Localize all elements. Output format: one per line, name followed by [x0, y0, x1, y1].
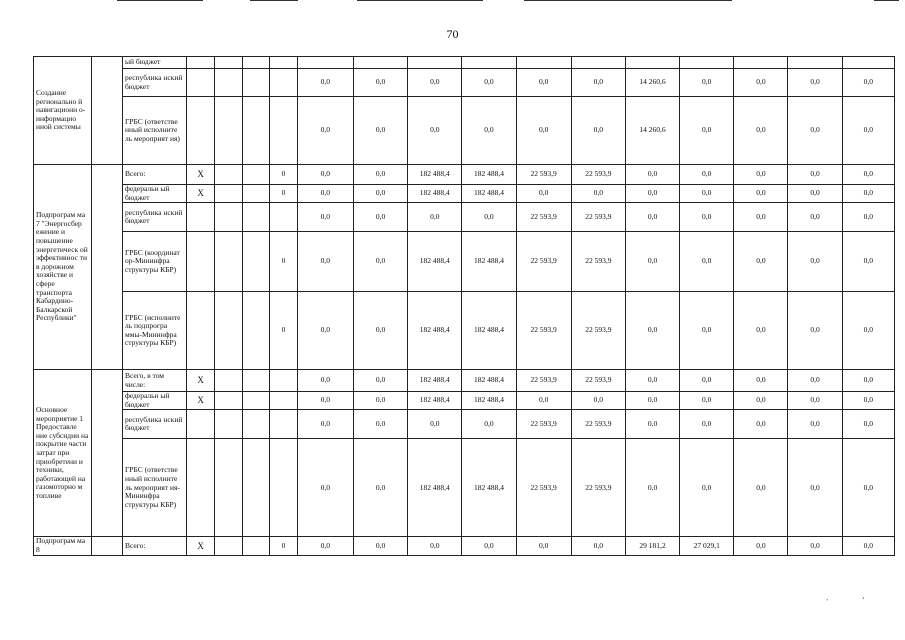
blank-cell [242, 370, 270, 392]
funding-source-cell: федеральн ый бюджет [122, 392, 186, 410]
value-cell: 0,0 [842, 165, 894, 185]
value-cell: 0,0 [462, 410, 516, 439]
value-cell: 0,0 [297, 97, 353, 165]
value-cell: 182 488,4 [408, 392, 462, 410]
blank-cell [214, 185, 242, 203]
value-cell: 0,0 [788, 203, 842, 232]
value-cell: 0,0 [680, 203, 734, 232]
value-cell [571, 57, 625, 69]
program-name-cell: Подпрограм ма 8 [34, 537, 92, 555]
scan-top-line [357, 0, 483, 1]
value-cell [353, 57, 407, 69]
value-cell: 0,0 [353, 232, 407, 292]
code-cell: 0 [270, 185, 298, 203]
value-cell [734, 57, 788, 69]
value-cell: 0,0 [788, 97, 842, 165]
value-cell: 0,0 [462, 97, 516, 165]
value-cell: 182 488,4 [408, 165, 462, 185]
value-cell: 0,0 [353, 439, 407, 537]
value-cell: 0,0 [788, 232, 842, 292]
value-cell: 0,0 [842, 410, 894, 439]
scan-top-line [874, 0, 899, 1]
value-cell [462, 57, 516, 69]
funding-source-cell: ГРБС (ответстве нный исполните ль мероприят ия-Мининфра структуры КБР) [122, 439, 186, 537]
value-cell: 0,0 [462, 203, 516, 232]
value-cell: 22 593,9 [516, 165, 571, 185]
value-cell: 0,0 [408, 203, 462, 232]
value-cell: 0,0 [625, 292, 679, 370]
value-cell: 0,0 [625, 165, 679, 185]
scan-artifact: › [862, 594, 865, 602]
code-cell [270, 97, 298, 165]
value-cell: 22 593,9 [571, 165, 625, 185]
value-cell: 0,0 [353, 165, 407, 185]
x-mark-cell: X [187, 165, 215, 185]
value-cell: 0,0 [571, 97, 625, 165]
value-cell: 0,0 [842, 392, 894, 410]
value-cell: 0,0 [353, 185, 407, 203]
table-row [34, 392, 895, 410]
value-cell: 0,0 [734, 203, 788, 232]
value-cell: 0,0 [788, 537, 842, 555]
table-row [34, 410, 895, 439]
value-cell: 0,0 [788, 410, 842, 439]
value-cell: 0,0 [516, 392, 571, 410]
value-cell: 14 260,6 [625, 97, 679, 165]
funding-source-cell: ГРБС (исполните ль подпрогра ммы-Мининфра структуры КБР) [122, 292, 186, 370]
value-cell: 22 593,9 [571, 292, 625, 370]
value-cell: 22 593,9 [571, 410, 625, 439]
value-cell: 0,0 [297, 292, 353, 370]
value-cell: 0,0 [297, 370, 353, 392]
value-cell: 22 593,9 [516, 292, 571, 370]
value-cell: 0,0 [842, 439, 894, 537]
funding-source-cell: ГРБС (ответстве нный исполните ль мероприят ия) [122, 97, 186, 165]
value-cell: 0,0 [842, 537, 894, 555]
program-name-cell: Создание регионально й навигационн о-информацио нной системы [34, 57, 92, 165]
blank-cell [242, 439, 270, 537]
value-cell: 0,0 [353, 292, 407, 370]
code-cell [270, 203, 298, 232]
program-name-cell: Подпрограм ма 7 "Энергосбер ежение и повышение энергетическ ой эффективнос ти в дорожном хозяйстве и сфере транспорта Кабардино-Балкарской Республики" [34, 165, 92, 370]
funding-source-cell: республика нский бюджет [122, 203, 186, 232]
value-cell: 0,0 [788, 392, 842, 410]
x-mark-cell: X [187, 370, 215, 392]
value-cell: 0,0 [353, 410, 407, 439]
value-cell: 0,0 [625, 203, 679, 232]
value-cell: 0,0 [297, 232, 353, 292]
value-cell [408, 57, 462, 69]
funding-source-cell: Всего, в том числе: [122, 370, 186, 392]
code-cell: 0 [270, 537, 298, 555]
blank-cell [242, 57, 270, 69]
table-row [34, 165, 895, 185]
value-cell: 22 593,9 [571, 439, 625, 537]
value-cell [680, 57, 734, 69]
value-cell: 182 488,4 [462, 185, 516, 203]
scan-top-line [117, 0, 203, 1]
x-mark-cell: X [187, 537, 215, 555]
blank-cell [242, 392, 270, 410]
blank-cell [92, 57, 123, 165]
value-cell: 22 593,9 [571, 370, 625, 392]
value-cell: 0,0 [353, 69, 407, 97]
value-cell: 0,0 [680, 392, 734, 410]
table-row [34, 439, 895, 537]
value-cell: 0,0 [353, 537, 407, 555]
value-cell: 0,0 [680, 232, 734, 292]
code-cell [270, 370, 298, 392]
blank-cell [214, 537, 242, 555]
value-cell: 182 488,4 [408, 370, 462, 392]
blank-cell [92, 165, 123, 370]
value-cell: 182 488,4 [408, 232, 462, 292]
value-cell [842, 57, 894, 69]
x-mark-cell: X [187, 392, 215, 410]
blank-cell [214, 97, 242, 165]
x-mark-cell [187, 410, 215, 439]
value-cell: 22 593,9 [516, 370, 571, 392]
funding-source-cell: Всего: [122, 537, 186, 555]
table-row [34, 97, 895, 165]
x-mark-cell [187, 57, 215, 69]
funding-source-cell: ГРБС (координат ор-Мининфра структуры КБР) [122, 232, 186, 292]
value-cell: 0,0 [297, 439, 353, 537]
value-cell [625, 57, 679, 69]
code-cell [270, 69, 298, 97]
value-cell: 22 593,9 [516, 439, 571, 537]
value-cell: 0,0 [297, 185, 353, 203]
value-cell: 0,0 [516, 69, 571, 97]
value-cell: 182 488,4 [408, 292, 462, 370]
value-cell: 0,0 [788, 185, 842, 203]
value-cell: 0,0 [353, 203, 407, 232]
value-cell: 0,0 [734, 439, 788, 537]
code-cell [270, 410, 298, 439]
value-cell: 0,0 [842, 185, 894, 203]
value-cell: 0,0 [462, 69, 516, 97]
value-cell: 0,0 [734, 185, 788, 203]
blank-cell [242, 537, 270, 555]
value-cell: 0,0 [680, 370, 734, 392]
value-cell: 0,0 [680, 165, 734, 185]
funding-source-cell: федеральн ый бюджет [122, 185, 186, 203]
value-cell: 29 181,2 [625, 537, 679, 555]
value-cell: 0,0 [788, 165, 842, 185]
blank-cell [242, 410, 270, 439]
value-cell: 27 029,1 [680, 537, 734, 555]
x-mark-cell: X [187, 185, 215, 203]
value-cell: 0,0 [680, 69, 734, 97]
blank-cell [92, 537, 123, 555]
value-cell: 0,0 [571, 69, 625, 97]
x-mark-cell [187, 439, 215, 537]
value-cell: 0,0 [571, 537, 625, 555]
value-cell: 0,0 [734, 537, 788, 555]
blank-cell [242, 165, 270, 185]
value-cell: 0,0 [297, 165, 353, 185]
blank-cell [214, 410, 242, 439]
value-cell: 0,0 [734, 165, 788, 185]
blank-cell [242, 185, 270, 203]
value-cell: 182 488,4 [462, 165, 516, 185]
page-number: 70 [446, 27, 459, 41]
blank-cell [214, 370, 242, 392]
value-cell: 182 488,4 [408, 185, 462, 203]
value-cell: 0,0 [734, 410, 788, 439]
program-name-cell: Основное мероприятие 1 Предоставле ние субсидии на покрытие части затрат при приобретени и техники, работающей на газомоторно м топливе [34, 370, 92, 537]
value-cell: 0,0 [734, 292, 788, 370]
value-cell: 0,0 [297, 392, 353, 410]
funding-source-cell: ый бюджет [122, 57, 186, 69]
code-cell: 0 [270, 232, 298, 292]
value-cell: 0,0 [571, 185, 625, 203]
blank-cell [214, 69, 242, 97]
value-cell: 0,0 [625, 232, 679, 292]
blank-cell [214, 392, 242, 410]
value-cell: 0,0 [408, 410, 462, 439]
value-cell: 0,0 [571, 392, 625, 410]
value-cell: 182 488,4 [408, 439, 462, 537]
x-mark-cell [187, 97, 215, 165]
table-row [34, 185, 895, 203]
value-cell: 22 593,9 [571, 203, 625, 232]
value-cell: 0,0 [734, 97, 788, 165]
blank-cell [214, 165, 242, 185]
value-cell: 0,0 [788, 292, 842, 370]
x-mark-cell [187, 69, 215, 97]
value-cell: 0,0 [842, 232, 894, 292]
x-mark-cell [187, 232, 215, 292]
table-row [34, 57, 895, 69]
value-cell: 0,0 [516, 537, 571, 555]
value-cell: 0,0 [842, 203, 894, 232]
value-cell: 0,0 [408, 69, 462, 97]
budget-table [33, 56, 895, 556]
value-cell: 0,0 [516, 97, 571, 165]
value-cell [516, 57, 571, 69]
value-cell: 22 593,9 [516, 410, 571, 439]
value-cell: 0,0 [297, 203, 353, 232]
code-cell [270, 439, 298, 537]
table-row [34, 537, 895, 555]
value-cell: 22 593,9 [516, 232, 571, 292]
code-cell [270, 57, 298, 69]
blank-cell [214, 203, 242, 232]
value-cell: 0,0 [625, 439, 679, 537]
value-cell: 0,0 [842, 97, 894, 165]
value-cell: 0,0 [842, 370, 894, 392]
blank-cell [214, 292, 242, 370]
blank-cell [242, 232, 270, 292]
blank-cell [242, 97, 270, 165]
value-cell: 0,0 [680, 97, 734, 165]
value-cell: 22 593,9 [516, 203, 571, 232]
value-cell: 0,0 [625, 410, 679, 439]
value-cell: 0,0 [625, 185, 679, 203]
value-cell: 22 593,9 [571, 232, 625, 292]
value-cell: 0,0 [734, 392, 788, 410]
value-cell: 0,0 [734, 69, 788, 97]
value-cell: 182 488,4 [462, 292, 516, 370]
value-cell: 0,0 [462, 537, 516, 555]
code-cell: 0 [270, 292, 298, 370]
value-cell: 0,0 [788, 69, 842, 97]
value-cell: 0,0 [842, 69, 894, 97]
value-cell: 182 488,4 [462, 392, 516, 410]
table-row [34, 232, 895, 292]
value-cell: 182 488,4 [462, 439, 516, 537]
blank-cell [214, 57, 242, 69]
value-cell [788, 57, 842, 69]
value-cell: 0,0 [680, 185, 734, 203]
blank-cell [242, 203, 270, 232]
value-cell: 0,0 [297, 410, 353, 439]
blank-cell [242, 292, 270, 370]
value-cell: 182 488,4 [462, 370, 516, 392]
code-cell [270, 392, 298, 410]
value-cell: 0,0 [625, 370, 679, 392]
value-cell: 0,0 [297, 537, 353, 555]
table-row [34, 370, 895, 392]
value-cell: 0,0 [788, 439, 842, 537]
value-cell: 0,0 [680, 410, 734, 439]
funding-source-cell: республика нский бюджет [122, 69, 186, 97]
blank-cell [92, 370, 123, 537]
value-cell: 0,0 [353, 97, 407, 165]
blank-cell [214, 439, 242, 537]
value-cell: 14 260,6 [625, 69, 679, 97]
value-cell [297, 57, 353, 69]
scan-top-line [250, 0, 298, 1]
value-cell: 0,0 [353, 370, 407, 392]
scan-top-line [524, 0, 732, 1]
value-cell: 0,0 [625, 392, 679, 410]
value-cell: 0,0 [680, 292, 734, 370]
x-mark-cell [187, 292, 215, 370]
scan-artifact: ‚ [826, 594, 829, 602]
table-row [34, 203, 895, 232]
funding-source-cell: Всего: [122, 165, 186, 185]
funding-source-cell: республика нский бюджет [122, 410, 186, 439]
value-cell: 0,0 [788, 370, 842, 392]
value-cell: 0,0 [408, 537, 462, 555]
x-mark-cell [187, 203, 215, 232]
value-cell: 0,0 [842, 292, 894, 370]
value-cell: 0,0 [516, 185, 571, 203]
value-cell: 182 488,4 [462, 232, 516, 292]
table-row [34, 292, 895, 370]
blank-cell [242, 69, 270, 97]
table-row [34, 69, 895, 97]
blank-cell [214, 232, 242, 292]
value-cell: 0,0 [297, 69, 353, 97]
code-cell: 0 [270, 165, 298, 185]
value-cell: 0,0 [734, 232, 788, 292]
value-cell: 0,0 [734, 370, 788, 392]
value-cell: 0,0 [680, 439, 734, 537]
value-cell: 0,0 [408, 97, 462, 165]
value-cell: 0,0 [353, 392, 407, 410]
